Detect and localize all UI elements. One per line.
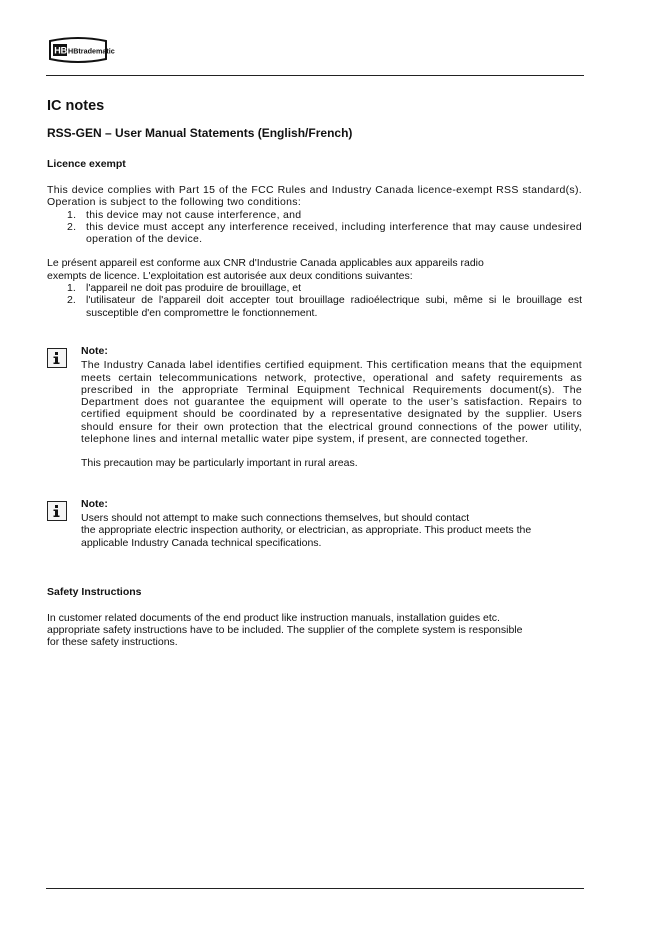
english-conditions-list	[47, 209, 582, 246]
list-text: l'utilisateur de l'appareil doit accepter tout brouillage radioélectrique subi, même si le brouillage est susceptible d'en compromettre le fonctionnement.	[86, 294, 582, 319]
list-number: 1.	[67, 282, 76, 295]
list-number: 2.	[67, 220, 77, 233]
safety-line-3: for these safety instructions.	[47, 636, 178, 649]
note-connections	[47, 498, 582, 549]
list-text: l'appareil ne doit pas produire de brouillage, et	[86, 282, 302, 295]
page-title: IC notes	[47, 98, 105, 114]
note-line-1: Users should not attempt to make such connections themselves, but should contact	[81, 511, 470, 524]
safety-heading: Safety Instructions	[47, 585, 142, 598]
logo-graphic	[46, 37, 115, 63]
list-item	[47, 209, 582, 221]
logo-text: HBtradematic	[68, 46, 115, 56]
note-title: Note:	[81, 344, 108, 357]
english-paragraph: This device complies with Part 15 of the FCC Rules and Industry Canada licence-exempt RSS standard(s). Operation is subject to the following two conditions:	[47, 184, 582, 209]
note-body: The Industry Canada label identifies certified equipment. This certification means that the equipment meets certain telecommunications network, protective, operational and safety requirements as prescribed in the appropriate Terminal Equipment Technical Requirements document(s). The Department does not guarantee the equipment will operate to the user’s satisfaction. Repairs to certified equipment should be coordinated by a representative designated by the supplier. Users should ensure for their own protection that the electrical ground connections of the power utility, telephone lines and internal metallic water pipe system, if present, are connected together.	[81, 359, 582, 446]
list-item	[47, 294, 582, 319]
list-number: 2.	[67, 294, 76, 307]
header-rule	[46, 75, 584, 76]
footer-rule	[46, 888, 584, 889]
list-item	[47, 221, 582, 246]
note-extra: This precaution may be particularly important in rural areas.	[81, 457, 358, 470]
licence-heading: Licence exempt	[47, 158, 126, 170]
svg-text:HB: HB	[54, 45, 68, 56]
safety-line-2: appropriate safety instructions have to be included. The supplier of the complete system is responsible	[47, 624, 523, 637]
french-line-2: exempts de licence. L'exploitation est autorisée aux deux conditions suivantes:	[47, 269, 413, 282]
safety-line-1: In customer related documents of the end product like instruction manuals, installation guides etc.	[47, 611, 500, 624]
info-icon	[47, 348, 67, 368]
note-certification	[47, 345, 582, 470]
note-title: Note:	[81, 497, 108, 510]
french-line-1: Le présent appareil est conforme aux CNR d'Industrie Canada applicables aux appareils radio	[47, 257, 484, 270]
list-item	[47, 282, 582, 294]
info-icon	[47, 501, 67, 521]
list-number: 1.	[67, 208, 77, 221]
list-text: this device must accept any interference received, including interference that may cause undesired operation of the device.	[86, 220, 582, 246]
company-logo	[46, 37, 115, 63]
list-text: this device may not cause interference, and	[86, 208, 302, 221]
note-line-3: applicable Industry Canada technical specifications.	[81, 536, 322, 549]
note-line-2: the appropriate electric inspection authority, or electrician, as appropriate. This product meets the	[81, 524, 532, 537]
page-subtitle: RSS-GEN – User Manual Statements (English/French)	[47, 126, 353, 140]
french-conditions-list	[47, 282, 582, 319]
document-body	[47, 98, 582, 649]
